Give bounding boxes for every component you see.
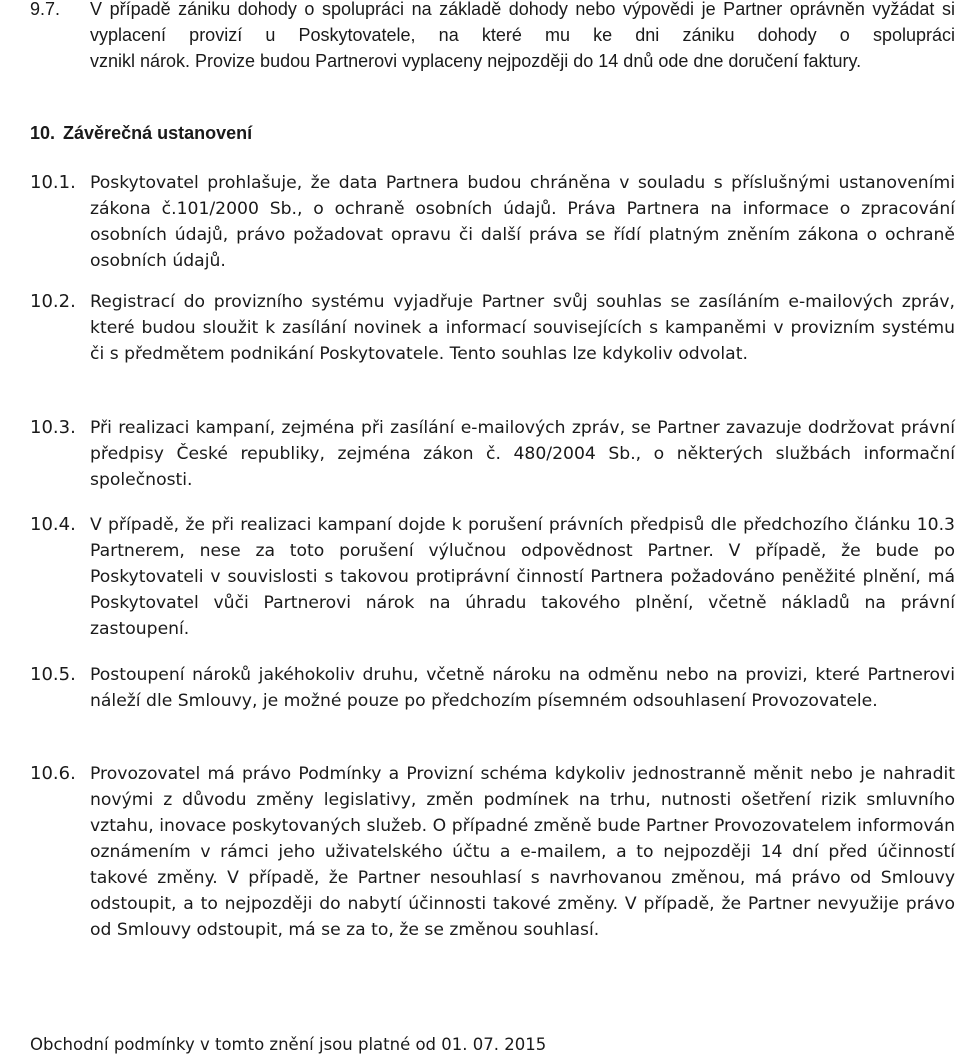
clause-text: Provozovatel má právo Podmínky a Provizní schéma kdykoliv jednostranně měnit nebo je nahradit novými z důvodu změny legislativy, změn podmínek na trhu, nutnosti ošetření rizik smluvního vztahu, inovace poskytovaných služeb. O případné změně bude Partner Provozovatelem informován oznámením v rámci jeho uživatelského účtu a e-mailem, a to nejpozději 14 dní před účinností takové změny. V případě, že Partner nesouhlasí s navrhovanou změnou, má právo od Smlouvy odstoupit, a to nejpozději do nabytí účinnosti takové změny. V případě, že Partner nevyužije právo od Smlouvy odstoupit, má se za to, že se změnou souhlasí. [90, 764, 955, 940]
clause-text: Postoupení nároků jakéhokoliv druhu, včetně nároku na odměnu nebo na provizi, které Partnerovi náleží dle Smlouvy, je možné pouze po předchozím písemném odsouhlasení Provozovatele. [90, 665, 955, 711]
clause-number: 10.3. [30, 417, 76, 438]
clause-text: Poskytovatel prohlašuje, že data Partnera budou chráněna v souladu s příslušnými ustanoveními zákona č.101/2000 Sb., o ochraně osobních údajů. Práva Partnera na informace o zpracování osobních údajů, právo požadovat opravu či další práva se řídí platným zněním zákona o ochraně osobních údajů. [90, 173, 955, 271]
clause-number: 10.1. [30, 172, 76, 193]
clause-number: 10.2. [30, 291, 76, 312]
clause-text: Při realizaci kampaní, zejména při zasílání e-mailových zpráv, se Partner zavazuje dodržovat právní předpisy České republiky, zejména zákon č. 480/2004 Sb., o některých službách informační společnosti. [90, 418, 955, 490]
clause-text-line2: vznikl nárok. Provize budou Partnerovi vyplaceny nejpozději do 14 dnů ode dne doručení faktury. [90, 51, 862, 71]
clause-number: 10.5. [30, 664, 76, 685]
section-title: Závěrečná ustanovení [63, 123, 253, 143]
clause-number: 10.4. [30, 514, 76, 535]
clause-text: V případě, že při realizaci kampaní dojde k porušení právních předpisů dle předchozího článku 10.3 Partnerem, nese za toto porušení výlučnou odpovědnost Partner. V případě, že bude po Poskytovateli v souvislosti s takovou protiprávní činností Partnera požadováno peněžité plnění, má Poskytovatel vůči Partnerovi nárok na úhradu takového plnění, včetně nákladů na právní zastoupení. [90, 515, 955, 639]
section-number: 10. [30, 123, 56, 143]
clause-number: 9.7. [30, 0, 61, 19]
section-heading [30, 120, 252, 146]
footer-validity-note: Obchodní podmínky v tomto znění jsou platné od 01. 07. 2015 [30, 1035, 547, 1054]
clause-text-line1: V případě zániku dohody o spolupráci na základě dohody nebo výpovědi je Partner oprávněn vyžádat si vyplacení provizí u Poskytovatele, na které mu ke dni zániku dohody o spolupráci [90, 0, 955, 45]
clause-text: Registrací do provizního systému vyjadřuje Partner svůj souhlas se zasíláním e-mailových zpráv, které budou sloužit k zasílání novinek a informací souvisejících s kampaněmi v provizním systému či s předmětem podnikání Poskytovatele. Tento souhlas lze kdykoliv odvolat. [90, 292, 955, 364]
clause-number: 10.6. [30, 763, 76, 784]
